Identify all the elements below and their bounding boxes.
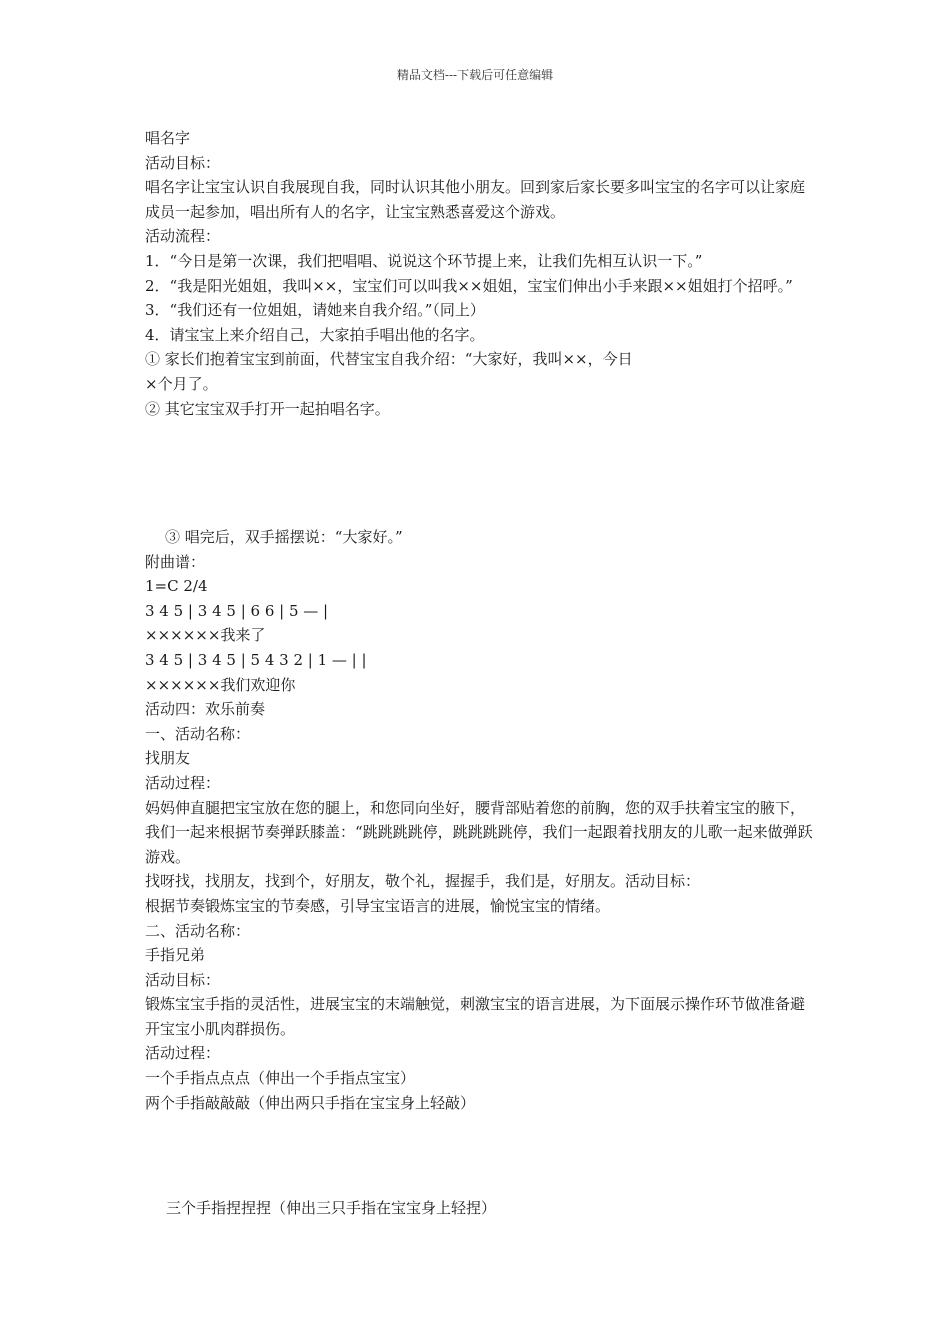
paragraph: 活动过程： <box>145 773 221 792</box>
list-item: ② 其它宝宝双手打开一起拍唱名字。 <box>145 399 390 418</box>
section-music-and-activities <box>145 525 815 1115</box>
paragraph: 两个手指敲敲敲（伸出两只手指在宝宝身上轻敲） <box>145 1093 476 1112</box>
section-title: 唱名字 <box>145 129 191 147</box>
page-header: 精品文档---下载后可任意编辑 <box>396 68 554 82</box>
paragraph: 活动目标： <box>145 970 221 989</box>
section-sing-names <box>145 126 815 421</box>
section-title: 活动四：欢乐前奏 <box>145 700 266 719</box>
lyrics: ××××××我来了 <box>145 626 266 645</box>
list-item: 2．“我是阳光姐姐，我叫××，宝宝们可以叫我××姐姐，宝宝们伸出小手来跟××姐姐打个招呼。” <box>145 276 793 295</box>
paragraph: 找呀找，找朋友，找到个，好朋友，敬个礼，握握手，我们是，好朋友。活动目标： <box>145 872 701 891</box>
list-item: ③ 唱完后，双手摇摆说：“大家好。” <box>165 528 403 546</box>
list-item: 1．“今日是第一次课，我们把唱唱、说说这个环节提上来，让我们先相互认识一下。” <box>145 251 703 270</box>
music-notation: 3 4 5 | 3 4 5 | 5 4 3 2 | 1 — | | <box>145 650 367 669</box>
music-key: 1=C 2/4 <box>145 577 208 596</box>
paragraph: 一个手指点点点（伸出一个手指点宝宝） <box>145 1069 416 1088</box>
list-item: 3．“我们还有一位姐姐，请她来自我介绍。”（同上） <box>145 301 485 320</box>
paragraph: 三个手指捏捏捏（伸出三只手指在宝宝身上轻捏） <box>166 1199 497 1217</box>
paragraph: 活动过程： <box>145 1044 221 1063</box>
paragraph: 找朋友 <box>145 749 191 768</box>
paragraph: 活动流程： <box>145 227 221 246</box>
list-item: ① 家长们抱着宝宝到前面，代替宝宝自我介绍：“大家好，我叫××，今日 <box>145 350 633 369</box>
lyrics: ××××××我们欢迎你 <box>145 675 296 694</box>
paragraph: 活动目标： <box>145 153 221 172</box>
paragraph: 根据节奏锻炼宝宝的节奏感，引导宝宝语言的进展，愉悦宝宝的情绪。 <box>145 896 611 915</box>
paragraph: 附曲谱： <box>145 552 206 571</box>
paragraph: 唱名字让宝宝认识自我展现自我，同时认识其他小朋友。回到家后家长要多叫宝宝的名字可以让家庭成员一起参加，唱出所有人的名字，让宝宝熟悉喜爱这个游戏。 <box>145 178 806 221</box>
paragraph: 手指兄弟 <box>145 946 206 965</box>
paragraph: 一、活动名称： <box>145 724 251 743</box>
music-notation: 3 4 5 | 3 4 5 | 6 6 | 5 — | <box>145 601 329 620</box>
paragraph: 锻炼宝宝手指的灵活性，进展宝宝的末端触觉，刺激宝宝的语言进展，为下面展示操作环节做准备避开宝宝小肌肉群损伤。 <box>145 995 806 1038</box>
paragraph: ×个月了。 <box>145 374 218 393</box>
paragraph: 妈妈伸直腿把宝宝放在您的腿上，和您同向坐好，腰背部贴着您的前胸，您的双手扶着宝宝的腋下，我们一起来根据节奏弹跃膝盖：“跳跳跳跳停，跳跳跳跳停，我们一起跟着找朋友的儿歌一起来做弹跃游戏。 <box>145 798 813 866</box>
list-item: 4．请宝宝上来介绍自己，大家拍手唱出他的名字。 <box>145 325 485 344</box>
paragraph: 二、活动名称： <box>145 921 251 940</box>
section-continuation <box>166 1196 836 1221</box>
